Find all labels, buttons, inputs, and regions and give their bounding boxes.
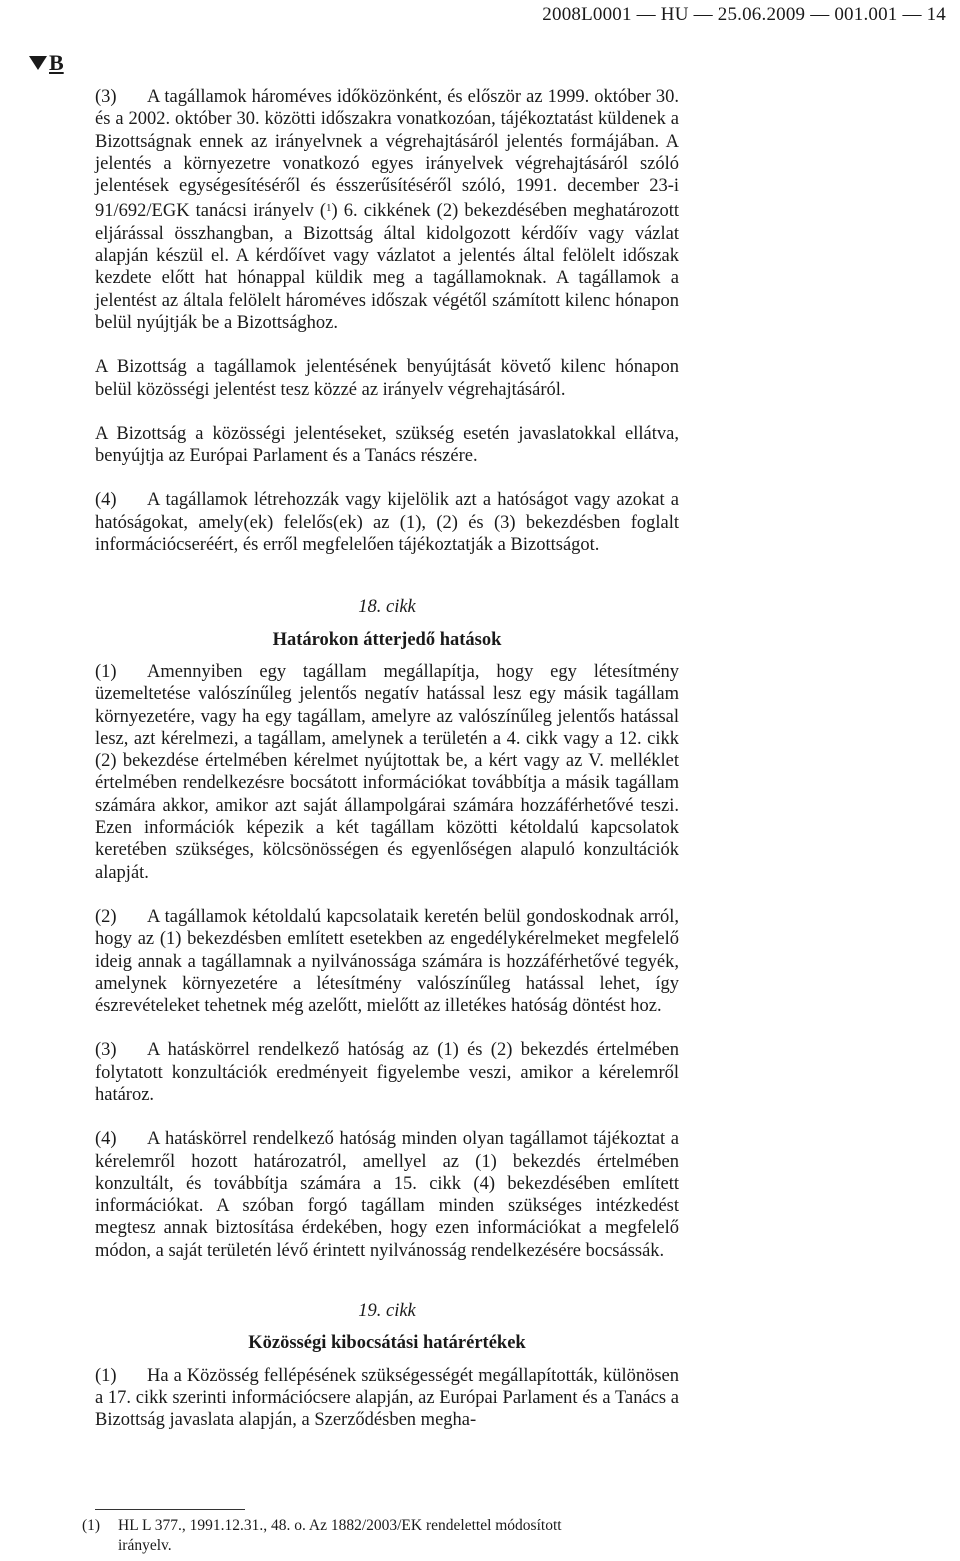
article-18-paragraph-2 bbox=[95, 906, 679, 1017]
paragraph-number: (1) bbox=[95, 1365, 117, 1386]
paragraph-number: (2) bbox=[95, 906, 117, 927]
footnote-ref[interactable]: 1 bbox=[326, 202, 332, 215]
paragraph-text: A hatáskörrel rendelkező hatóság az (1) és (2) bekezdés értelmében folytatott konzultációk eredményeit figyelembe veszi, amikor a kérelemről határoz. bbox=[95, 1040, 679, 1105]
paragraph-text: Ha a Közösség fellépésének szükségességét megállapították, különösen a 17. cikk szerinti információcsere alapján, az Európai Parlament és a Tanács a Bizottság javaslata alapján, a Szerződésben megha- bbox=[95, 1365, 679, 1431]
article-18-paragraph-4 bbox=[95, 1128, 679, 1262]
footnote-divider bbox=[95, 1509, 245, 1510]
page-header: 2008L0001 — HU — 25.06.2009 — 001.001 — 14 bbox=[542, 4, 946, 25]
paragraph-number: (4) bbox=[95, 490, 117, 511]
article-18-number: 18. cikk bbox=[358, 597, 416, 618]
paragraph-3b: A Bizottság a tagállamok jelentésének benyújtását követő kilenc hónapon belül közösségi jelentést tesz közzé az irányelv végrehajtásáról. bbox=[95, 357, 679, 400]
paragraph-text: A tagállamok létrehozzák vagy kijelölik azt a hatóságot vagy azokat a hatóságokat, amely(ek) felelős(ek) az (1), (2) és (3) bekezdésben foglalt információcseréért, és erről megfelelően tájékoztatják a Bizottságot. bbox=[95, 490, 679, 556]
article-19-paragraph-1 bbox=[95, 1365, 679, 1432]
footnote-line bbox=[82, 1516, 680, 1536]
article-18-paragraph-3 bbox=[95, 1039, 679, 1106]
paragraph-text-cont: ) 6. cikkének (2) bekezdésében meghatározott eljárással összhangban, a Bizottság által kidolgozott kérdőív vagy vázlat alapján készül el. A kérdőívet vagy vázlatot a jelentés által felölelt időszak kezdete előtt hat hónappal küldik meg a tagállamoknak. A tagállamok a jelentést az általa felölelt hároméves időszak végétől számított kilenc hónapon belül nyújtják be a Bizottsághoz. bbox=[95, 201, 679, 333]
footnote-number: (1) bbox=[82, 1517, 101, 1534]
paragraph-text: A hatáskörrel rendelkező hatóság minden olyan tagállamot tájékoztat a kérelemről hozott határozatról, amellyel az (1) bekezdés értelmében konzultált, és továbbítja számára a 15. cikk (4) bekezdésében említett információkat. A szóban forgó tagállam minden szükséges intézkedést megtesz annak biztosítása érdekében, hogy ezen információkat a megfelelő módon, a saját területén lévő érintett nyilvánosság rendelkezésére bocsássák. bbox=[95, 1129, 679, 1261]
paragraph-4 bbox=[95, 489, 679, 556]
paragraph-text: A tagállamok kétoldalú kapcsolataik keretén belül gondoskodnak arról, hogy az (1) bekezdésben említett esetekben az engedélykérelmeket megfelelő ideig annak a tagállamnak a nyilvánossága számára is hozzáférhetővé tegyék, amelynek környezetére a létesítmény valószínűleg hatással lehet, így észrevételeket tehetnek még azelőtt, mielőtt az illetékes hatóság döntést hoz. bbox=[95, 906, 679, 1017]
paragraph-text: Amennyiben egy tagállam megállapítja, hogy egy létesítmény üzemeltetése valószínűleg jelentős negatív hatással lesz egy másik tagállam környezetére, vagy ha egy tagállam, amelyre az valószínűleg jelentős hatással lesz, azt kérelmezi, a tagállam, amelynek a területén a 4. cikk vagy a 12. cikk (2) bekezdése értelmében kérelmet nyújtottak be, a kért vagy az V. melléklet értelmében rendelkezésre bocsátott információkat továbbítja a másik tagállam számára akkor, amikor azt saját állampolgárai számára hozzáférhetővé teszi. Ezen információk képezik a két tagállam közötti kétoldalú kapcsolatok keretében szükséges, kölcsönösségen és egyenlőségen alapuló konzultációk alapját. bbox=[95, 661, 679, 883]
paragraph-number: (3) bbox=[95, 87, 117, 107]
paragraph-3c: A Bizottság a közösségi jelentéseket, szükség esetén javaslatokkal ellátva, benyújtja az Európai Parlament és a Tanács részére. bbox=[95, 423, 679, 467]
paragraph-number: (4) bbox=[95, 1129, 117, 1150]
amendment-marker bbox=[29, 50, 64, 76]
footnote-text-cont: irányelv. bbox=[118, 1537, 172, 1554]
article-19-title: Közösségi kibocsátási határértékek bbox=[248, 1333, 526, 1354]
marker-letter: B bbox=[49, 50, 64, 75]
article-18-title: Határokon átterjedő hatások bbox=[272, 629, 502, 650]
paragraph-3 bbox=[95, 86, 679, 334]
paragraph-text: A tagállamok hároméves időközönként, és először az 1999. október 30. és a 2002. október 30. közötti időszakra vonatkozóan, tájékoztatást küldenek a Bizottságnak ennek az irányelvnek a végrehajtásáról jelentés formájában. A jelentés a környezetre vonatkozó egyes irányelvek végrehajtásáról szóló jelentések egységesítéséről és ésszerűsítéséről szóló, 1991. december 23-i 91/692/EGK tanácsi irányelv ( bbox=[95, 87, 679, 222]
footnote-text: HL L 377., 1991.12.31., 48. o. Az 1882/2003/EK rendelettel módosított bbox=[118, 1517, 562, 1534]
article-19-number: 19. cikk bbox=[358, 1301, 416, 1322]
triangle-down-icon bbox=[29, 56, 47, 70]
article-18-paragraph-1 bbox=[95, 661, 679, 884]
paragraph-number: (3) bbox=[95, 1040, 117, 1061]
paragraph-number: (1) bbox=[95, 661, 117, 682]
footnote bbox=[82, 1516, 680, 1556]
document-body bbox=[95, 86, 679, 1454]
